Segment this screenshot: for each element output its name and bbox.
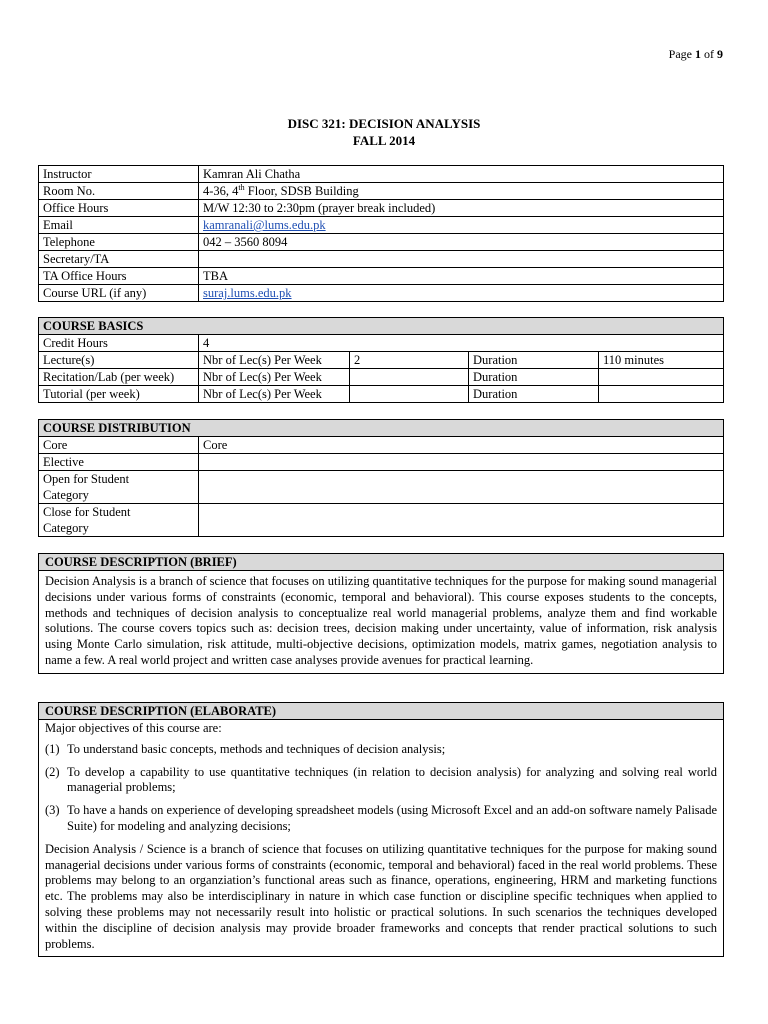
instructor-label: Instructor (39, 166, 199, 183)
table-row (39, 166, 724, 183)
core-value: Core (199, 437, 724, 454)
recitation-duration-value (599, 369, 724, 386)
ta-hours-label: TA Office Hours (39, 268, 199, 285)
recitation-nbr-value (350, 369, 469, 386)
lecture-nbr-value: 2 (350, 352, 469, 369)
tutorial-duration-value (599, 386, 724, 403)
open-category-value (199, 471, 724, 504)
table-row (39, 251, 724, 268)
course-title: DISC 321: DECISION ANALYSIS (287, 116, 481, 131)
page-current: 1 (695, 47, 701, 61)
objectives-intro: Major objectives of this course are: (45, 721, 222, 735)
office-hours-value: M/W 12:30 to 2:30pm (prayer break included) (199, 200, 724, 217)
secretary-label: Secretary/TA (39, 251, 199, 268)
brief-description-text: Decision Analysis is a branch of science that focuses on utilizing quantitative techniques for the purpose for making sound managerial decisions under various forms of constraints (economic, temporal and behavioral). This course exposes students to the concepts, methods and techniques of decision analysis to conceptualize real world managerial problems, analyze them and find workable solutions. The course covers topics such as: decision trees, decision making under uncertainty, value of information, risk analysis using Monte Carlo simulation, risk attitude, multi-objective decisions, optimization models, matrix games, negotiation analysis to name a few. A real world project and written case analyses provide avenues for practical learning. (45, 574, 717, 667)
page-total: 9 (717, 47, 723, 61)
table-row (39, 504, 724, 537)
page-of: of (704, 47, 714, 61)
close-category-value (199, 504, 724, 537)
course-basics-header: COURSE BASICS (39, 318, 724, 335)
table-row (39, 217, 724, 234)
tutorial-nbr-value (350, 386, 469, 403)
course-distribution-table (38, 419, 724, 537)
table-row (39, 200, 724, 217)
lecture-nbr-label: Nbr of Lec(s) Per Week (199, 352, 350, 369)
email-label: Email (39, 217, 199, 234)
lecture-label: Lecture(s) (39, 352, 199, 369)
table-row (39, 386, 724, 403)
page-label: Page (668, 47, 692, 61)
elective-label: Elective (39, 454, 199, 471)
brief-description-header: COURSE DESCRIPTION (BRIEF) (39, 554, 723, 571)
course-basics-table (38, 317, 724, 403)
elaborate-closing-text: Decision Analysis / Science is a branch of science that focuses on utilizing quantitative techniques for the purpose for making sound managerial decisions under various forms of constraints (economic, temporal and behavioral) faced in the real world problems. These problems may belong to an organziation’s functional areas such as finance, operations, engineering, HRM and marketing functions etc. The problems may also be interdisciplinary in nature in which case function or discipline specific techniques when applied to solving these problems may not necessarily result into holistic or practical solutions. In such scenarios the techniques developed within the discipline of decision analysis may provide broader frameworks and concepts that render practical solutions to such problems. (45, 841, 717, 951)
brief-description-box (38, 553, 724, 674)
tutorial-nbr-label: Nbr of Lec(s) Per Week (199, 386, 350, 403)
credit-hours-label: Credit Hours (39, 335, 199, 352)
email-link[interactable]: kamranali@lums.edu.pk (203, 218, 326, 232)
core-label: Core (39, 437, 199, 454)
instructor-info-table (38, 165, 724, 302)
list-item: (3) To have a hands on experience of developing spreadsheet models (using Microsoft Excel and an add-on software namely Palisade Suite) for modeling and analyzing decisions; (45, 803, 717, 833)
table-row (39, 234, 724, 251)
table-row (39, 318, 724, 335)
secretary-value (199, 251, 724, 268)
document-title (0, 115, 768, 149)
list-item: (1) To understand basic concepts, methods and techniques of decision analysis; (45, 741, 446, 756)
open-category-label: Open for Student Category (39, 471, 199, 504)
telephone-label: Telephone (39, 234, 199, 251)
course-url-link[interactable]: suraj.lums.edu.pk (203, 286, 292, 300)
table-row (39, 352, 724, 369)
credit-hours-value: 4 (199, 335, 724, 352)
recitation-nbr-label: Nbr of Lec(s) Per Week (199, 369, 350, 386)
ta-hours-value: TBA (199, 268, 724, 285)
page-number (669, 47, 723, 62)
table-row (39, 285, 724, 302)
table-row (39, 437, 724, 454)
lecture-duration-value: 110 minutes (599, 352, 724, 369)
elaborate-description-header: COURSE DESCRIPTION (ELABORATE) (39, 702, 723, 720)
recitation-duration-label: Duration (469, 369, 599, 386)
elaborate-description-box (38, 702, 724, 957)
close-category-label: Close for Student Category (39, 504, 199, 537)
elective-value (199, 454, 724, 471)
telephone-value: 042 – 3560 8094 (199, 234, 724, 251)
table-row (39, 183, 724, 200)
table-row (39, 335, 724, 352)
course-distribution-header: COURSE DISTRIBUTION (39, 420, 724, 437)
room-value: 4-36, 4th Floor, SDSB Building (199, 183, 724, 200)
term-title: FALL 2014 (352, 133, 416, 148)
table-row (39, 268, 724, 285)
course-url-label: Course URL (if any) (39, 285, 199, 302)
list-item: (2) To develop a capability to use quantitative techniques (in relation to decision analysis) for analyzing and solving real world managerial problems; (45, 764, 717, 795)
table-row (39, 471, 724, 504)
table-row (39, 420, 724, 437)
tutorial-duration-label: Duration (469, 386, 599, 403)
office-hours-label: Office Hours (39, 200, 199, 217)
lecture-duration-label: Duration (469, 352, 599, 369)
table-row (39, 369, 724, 386)
tutorial-label: Tutorial (per week) (39, 386, 199, 403)
recitation-label: Recitation/Lab (per week) (39, 369, 199, 386)
instructor-value: Kamran Ali Chatha (199, 166, 724, 183)
table-row (39, 454, 724, 471)
room-label: Room No. (39, 183, 199, 200)
